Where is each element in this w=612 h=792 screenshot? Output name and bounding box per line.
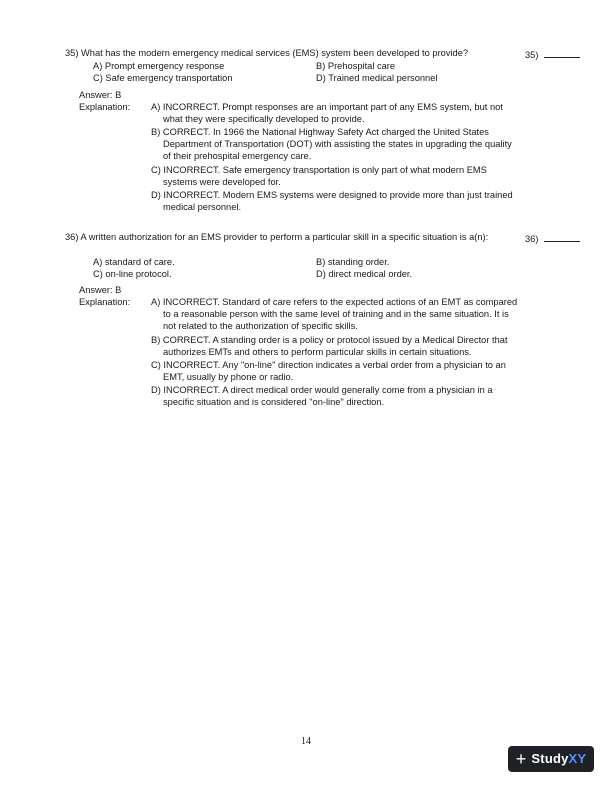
q35-option-b: B) Prehospital care xyxy=(316,61,396,71)
question-35-number-label: 35) xyxy=(525,50,539,60)
q36-explanation-d-text: D) INCORRECT. A direct medical order would generally come from a physician in a specific situation and is considered "on-line" direction. xyxy=(151,385,493,408)
question-36-text: 36) A written authorization for an EMS provider to perform a particular skill in a specific situation is a(n): xyxy=(65,232,489,242)
q36-option-a: A) standard of care. xyxy=(93,257,175,267)
answer-blank-36 xyxy=(544,231,580,242)
q36-option-c: C) on-line protocol. xyxy=(93,269,172,279)
question-35-number xyxy=(525,47,580,61)
q36-explanation-a-text: A) INCORRECT. Standard of care refers to the expected actions of an EMT as compared to a reasonable person with the same level of training and in the same situation. It is not related to the authorization of specific skills. xyxy=(151,297,518,332)
q35-explanation-c-text: C) INCORRECT. Safe emergency transportation is only part of what modern EMS systems were developed for. xyxy=(151,165,487,188)
q35-answer: Answer: B xyxy=(79,90,122,100)
q35-option-a: A) Prompt emergency response xyxy=(93,61,225,71)
q36-answer: Answer: B xyxy=(79,285,122,295)
question-36-number xyxy=(525,231,580,245)
q35-option-d: D) Trained medical personnel xyxy=(316,73,438,83)
q36-explanation-c-text: C) INCORRECT. Any "on-line" direction indicates a verbal order from a physician to an EMT, usually by phone or radio. xyxy=(151,360,506,383)
q36-explanation-c xyxy=(151,359,521,383)
q36-explanation-b-text: B) CORRECT. A standing order is a policy or protocol issued by a Medical Director that authorizes EMTs and others to perform particular skills in certain situations. xyxy=(151,335,508,358)
q35-explanation-d-text: D) INCORRECT. Modern EMS systems were designed to provide more than just trained medical personnel. xyxy=(151,190,513,213)
q35-explanation-a xyxy=(151,101,521,125)
q36-explanation-label: Explanation: xyxy=(79,297,131,307)
q35-explanation-b-text: B) CORRECT. In 1966 the National Highway Safety Act charged the United States Department of Transportation (DOT) with assisting the states in upgrading the quality of their prehospital emergency care. xyxy=(151,127,512,162)
plus-icon: + xyxy=(515,749,527,769)
q36-explanation-b xyxy=(151,334,521,358)
q36-option-b: B) standing order. xyxy=(316,257,390,267)
page-number: 14 xyxy=(301,736,311,747)
q35-explanation-a-text: A) INCORRECT. Prompt responses are an important part of any EMS system, but not what they were specifically developed to provide. xyxy=(151,102,503,125)
q35-explanation-c xyxy=(151,164,521,188)
q35-explanation-b xyxy=(151,126,521,163)
q36-option-d: D) direct medical order. xyxy=(316,269,413,279)
q35-explanation-d xyxy=(151,189,521,213)
q35-option-c: C) Safe emergency transportation xyxy=(93,73,233,83)
question-35-text: 35) What has the modern emergency medical services (EMS) system been developed to provide? xyxy=(65,48,469,58)
badge-brand-main: Study xyxy=(531,750,569,766)
q36-explanation-d xyxy=(151,384,521,408)
q36-explanation-a xyxy=(151,296,521,333)
badge-brand-accent: XY xyxy=(568,750,587,766)
answer-blank-35 xyxy=(544,47,580,58)
q35-explanation-label: Explanation: xyxy=(79,102,131,112)
question-36-number-label: 36) xyxy=(525,234,539,244)
studyxy-badge[interactable] xyxy=(508,746,594,772)
